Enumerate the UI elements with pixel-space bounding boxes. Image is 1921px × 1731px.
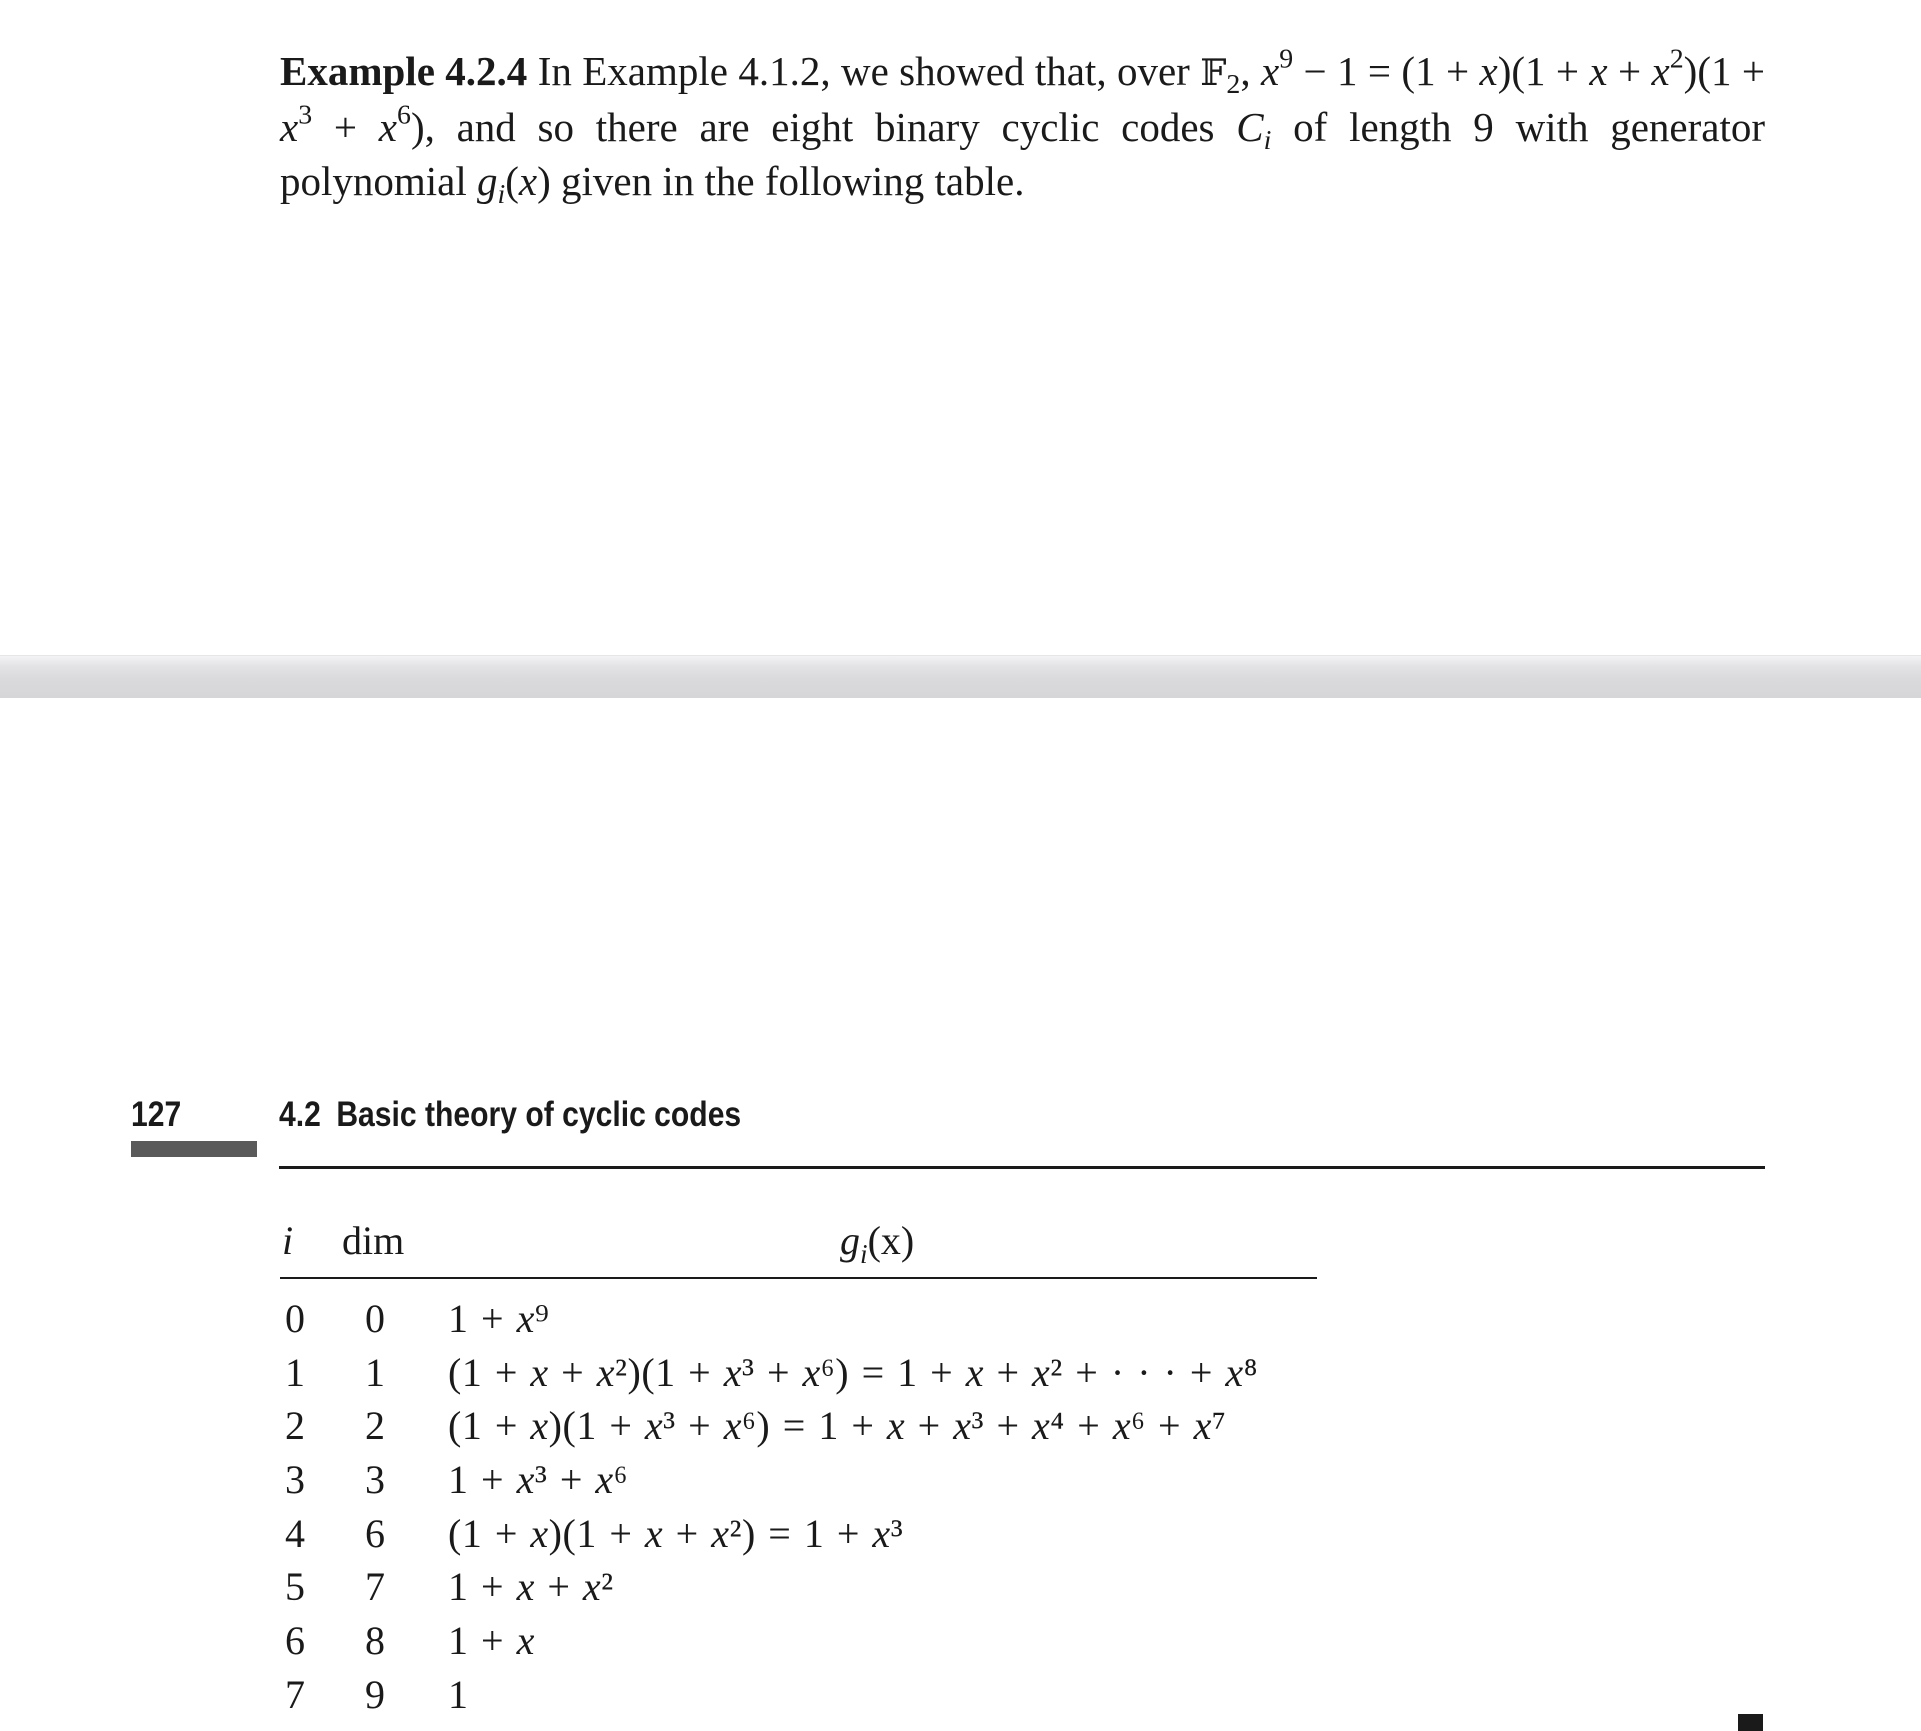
table-header [280, 1215, 1317, 1277]
cell-i: 2 [285, 1403, 305, 1449]
page-separator [0, 655, 1921, 699]
section-title [279, 1093, 741, 1137]
cell-generator-polynomial: 1 + x [448, 1618, 535, 1664]
cyclic-codes-table [280, 1215, 1317, 1724]
header-generator: $g_i(x)$ [840, 1218, 915, 1269]
cell-generator-polynomial: 1 [448, 1671, 469, 1717]
example-paragraph: Example 4.2.4 In Example 4.1.2, we showed that, over 𝔽$_2$, $x^9 - 1 = (1 + x)(1 + x + x^2)(1 + x^3 + x^6)$, and so there are eight binary cyclic codes $C_i$ of length 9 with generator polynomial $g_i(x)$ given in the following table. [280, 43, 1766, 210]
table-row [280, 1562, 1317, 1616]
running-head [0, 1093, 1921, 1183]
section-title-text: Basic theory of cyclic codes [336, 1095, 742, 1134]
cell-dim: 2 [365, 1403, 385, 1449]
table-body [280, 1279, 1317, 1724]
end-of-example-mark [1738, 1714, 1763, 1731]
table-row [280, 1348, 1317, 1402]
cell-generator-polynomial: (1 + x)(1 + x³ + x⁶) = 1 + x + x³ + x⁴ + x⁶ + x⁷ [448, 1403, 1227, 1449]
header-dim: dim [342, 1218, 405, 1263]
cell-generator-polynomial: 1 + x + x² [448, 1564, 614, 1610]
cell-generator-polynomial: 1 + x³ + x⁶ [448, 1457, 629, 1503]
cell-i: 7 [285, 1671, 305, 1717]
page-number: 127 [131, 1095, 182, 1134]
table-row [280, 1455, 1317, 1509]
cell-i: 0 [285, 1296, 305, 1341]
cell-i: 1 [285, 1349, 305, 1395]
previous-page [0, 0, 1921, 655]
cell-i: 4 [285, 1510, 305, 1556]
cell-dim: 6 [365, 1510, 385, 1556]
cell-dim: 1 [365, 1349, 385, 1395]
table-row [280, 1401, 1317, 1455]
header-i: i [282, 1218, 294, 1263]
cell-generator-polynomial: (1 + x + x²)(1 + x³ + x⁶) = 1 + x + x² + · · · + x⁸ [448, 1349, 1259, 1395]
header-rule [279, 1166, 1765, 1169]
cell-i: 3 [285, 1457, 305, 1503]
cell-dim: 9 [365, 1671, 385, 1717]
table-row [280, 1616, 1317, 1670]
cell-dim: 7 [365, 1564, 385, 1610]
cell-dim: 8 [365, 1618, 385, 1664]
field-symbol: 𝔽 [1200, 51, 1227, 94]
table-row [280, 1670, 1317, 1724]
cell-dim: 3 [365, 1457, 385, 1503]
cell-generator-polynomial: (1 + x)(1 + x + x²) = 1 + x³ [448, 1510, 904, 1556]
code-symbol: C [1236, 104, 1264, 150]
table-row [280, 1294, 1317, 1348]
cell-i: 5 [285, 1564, 305, 1610]
cell-dim: 0 [365, 1296, 385, 1341]
page-number-bar [131, 1141, 257, 1157]
poly-symbol: g [477, 158, 498, 204]
cell-i: 6 [285, 1618, 305, 1664]
cell-generator-polynomial: 1 + x⁹ [448, 1296, 550, 1341]
table-row [280, 1509, 1317, 1563]
section-number: 4.2 [279, 1095, 321, 1134]
example-label: Example 4.2.4 [280, 48, 528, 94]
